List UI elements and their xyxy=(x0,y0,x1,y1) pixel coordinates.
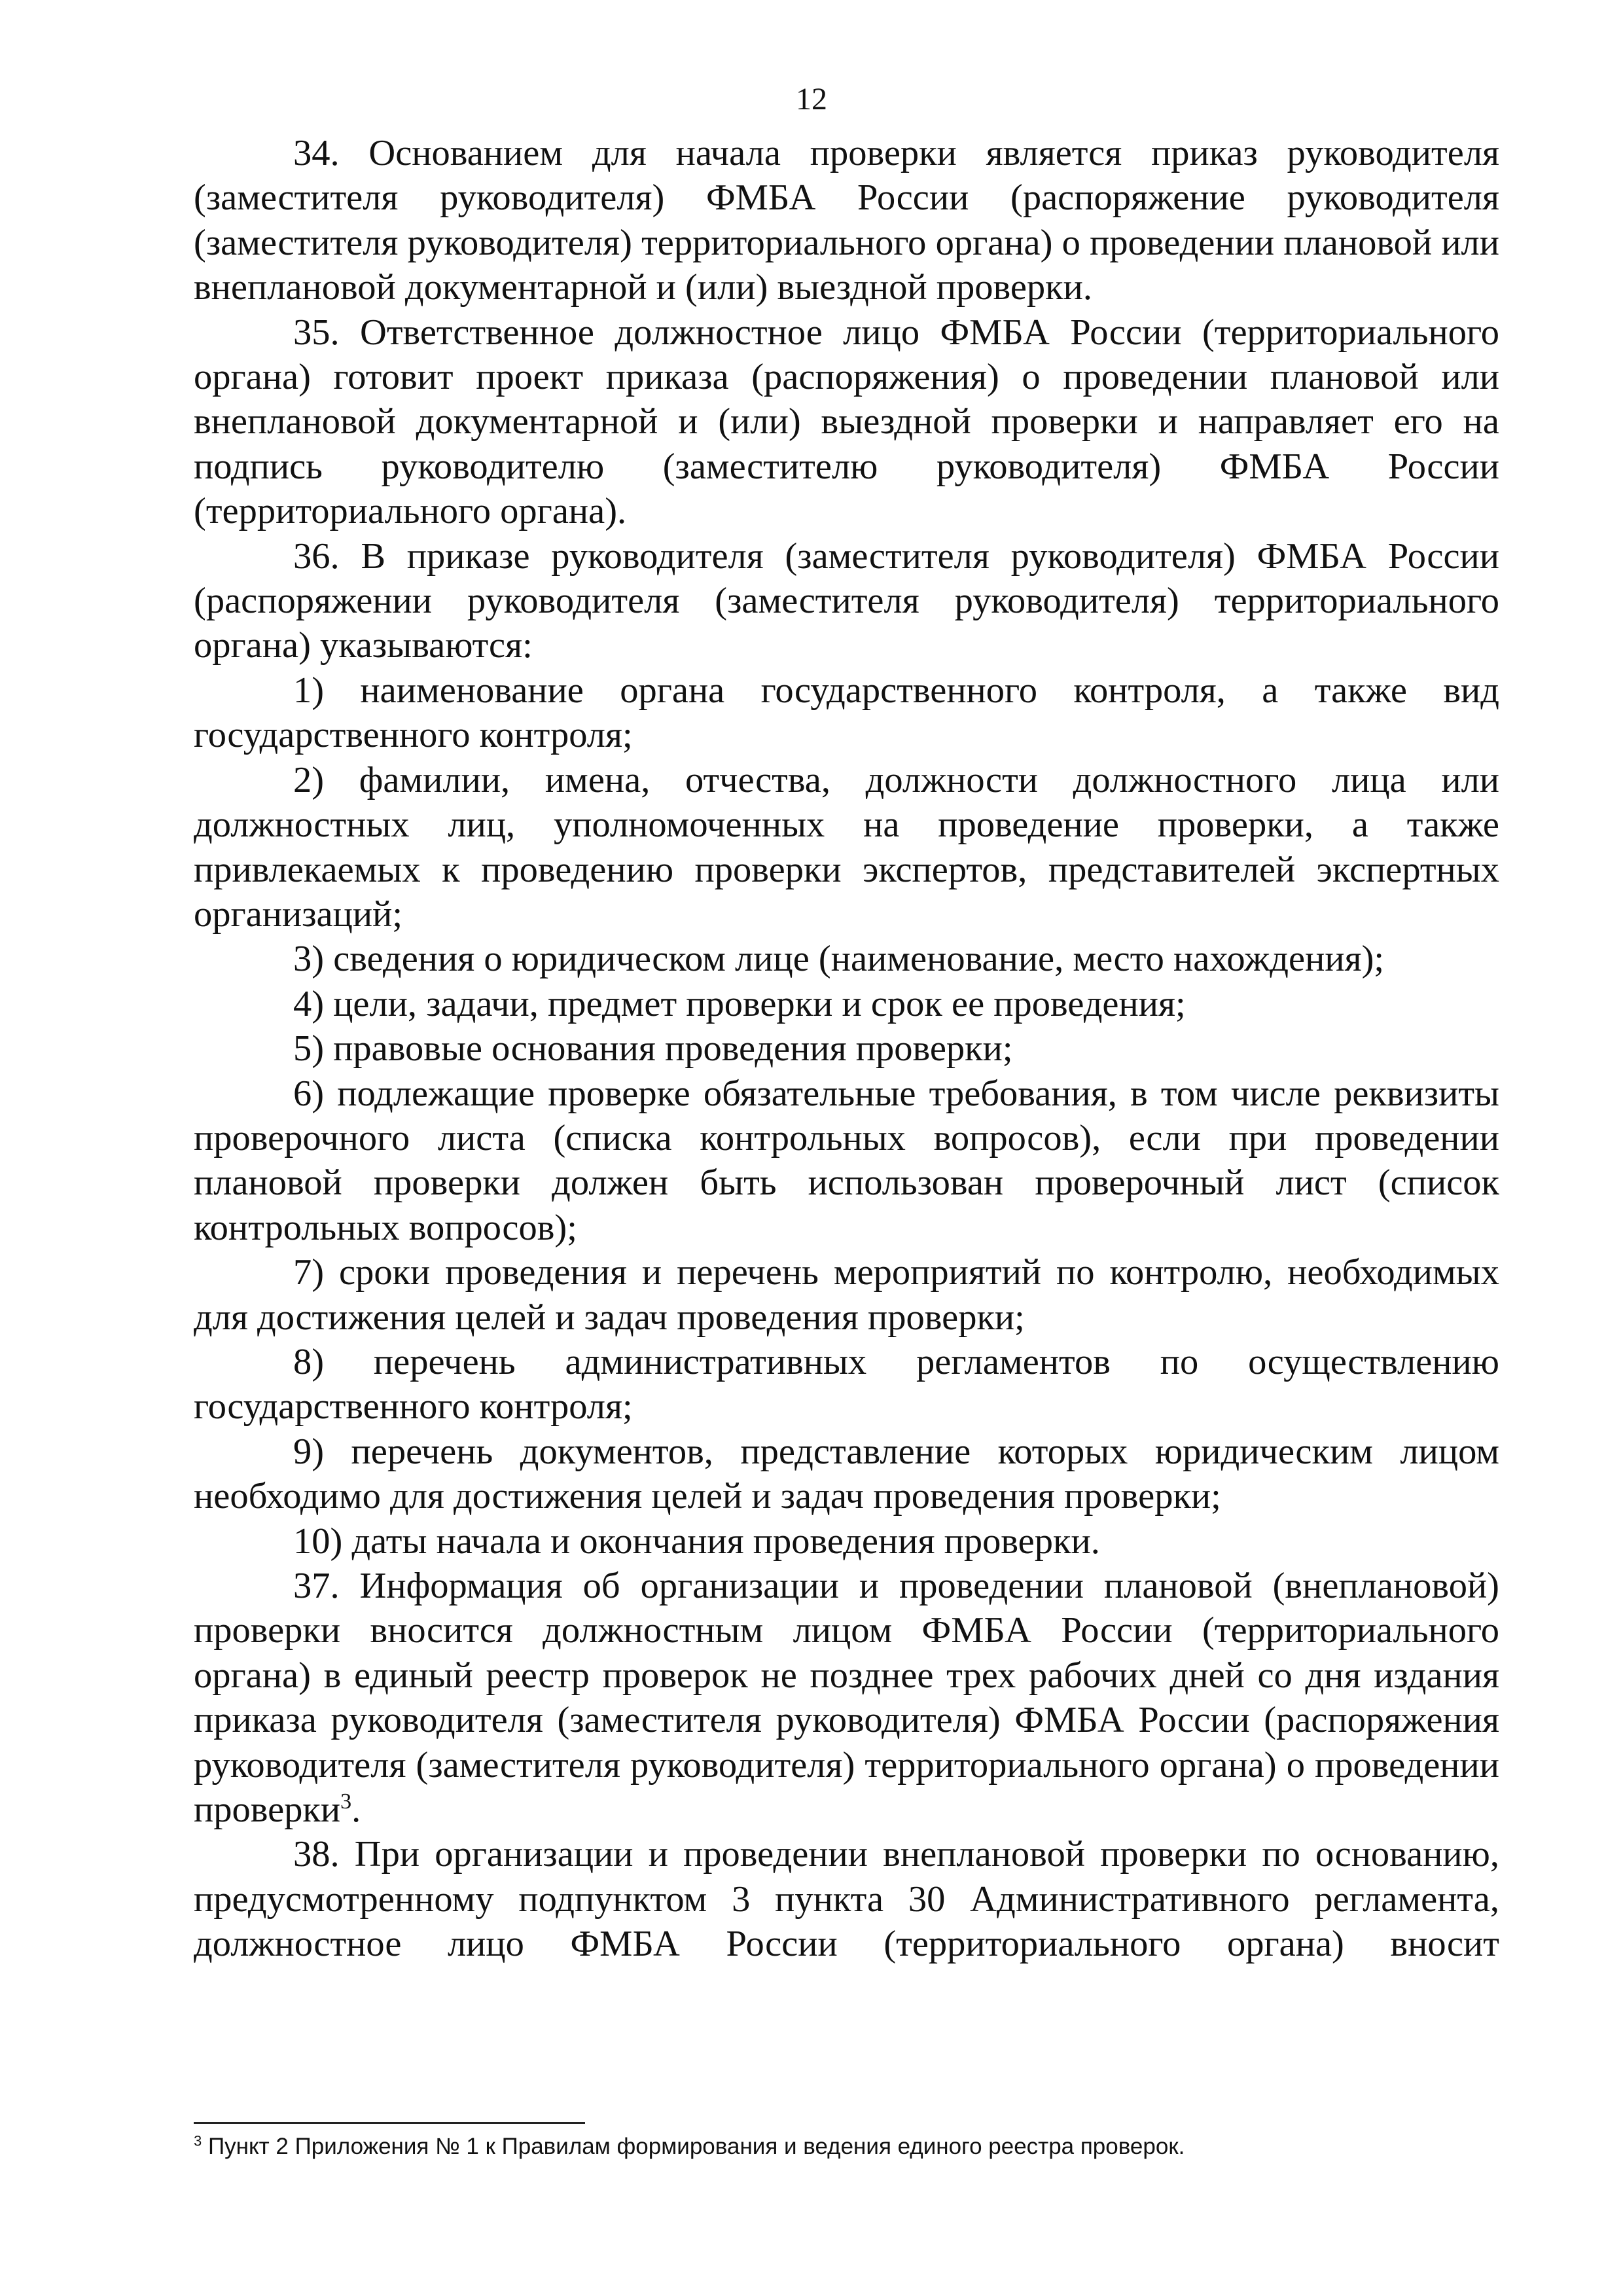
list-item-8: 8) перечень административных регламентов по осуществлению государственного контроля; xyxy=(194,1341,1499,1427)
list-item-6: 6) подлежащие проверке обязательные требования, в том числе реквизиты проверочного листа (списка контрольных вопросов), если при проведении плановой проверки должен быть использован проверочный лист (список контрольных вопросов); xyxy=(194,1073,1499,1248)
footnote-separator xyxy=(194,2122,585,2124)
footnote-mark: 3 xyxy=(194,2132,202,2149)
list-item-9: 9) перечень документов, представление которых юридическим лицом необходимо для достижения целей и задач проведения проверки; xyxy=(194,1431,1499,1517)
list-item-1: 1) наименование органа государственного контроля, а также вид государственного контроля; xyxy=(194,670,1499,756)
footnote-reference: 3 xyxy=(340,1789,352,1814)
paragraph-38: 38. При организации и проведении внеплановой проверки по основанию, предусмотренному подпунктом 3 пункта 30 Административного регламента, должностное лицо ФМБА России (территориального органа) вносит xyxy=(194,1834,1499,1965)
list-item-4: 4) цели, задачи, предмет проверки и срок ее проведения; xyxy=(293,983,1186,1024)
list-item-5: 5) правовые основания проведения проверки; xyxy=(293,1028,1013,1069)
list-item-2: 2) фамилии, имена, отчества, должности должностного лица или должностных лиц, уполномоченных на проведение проверки, а также привлекаемых к проведению проверки экспертов, представителей экспертных организаций; xyxy=(194,759,1499,935)
document-body xyxy=(194,131,1499,1967)
paragraph-36: 36. В приказе руководителя (заместителя руководителя) ФМБА России (распоряжении руководителя (заместителя руководителя) территориального органа) указываются: xyxy=(194,535,1499,666)
list-item-3: 3) сведения о юридическом лице (наименование, место нахождения); xyxy=(293,939,1385,980)
paragraph-37-period: . xyxy=(351,1789,361,1831)
paragraph-34: 34. Основанием для начала проверки является приказ руководителя (заместителя руководителя) ФМБА России (распоряжение руководителя (заместителя руководителя) территориального органа) о проведении плановой или внеплановой документарной и (или) выездной проверки. xyxy=(194,133,1499,308)
footnote-text: Пункт 2 Приложения № 1 к Правилам формирования и ведения единого реестра проверок. xyxy=(202,2134,1185,2159)
list-item-7: 7) сроки проведения и перечень мероприятий по контролю, необходимых для достижения целей и задач проведения проверки; xyxy=(194,1252,1499,1338)
paragraph-37 xyxy=(194,1564,1499,1832)
list-item-10: 10) даты начала и окончания проведения проверки. xyxy=(293,1520,1100,1562)
paragraph-37-text: 37. Информация об организации и проведении плановой (внеплановой) проверки вносится должностным лицом ФМБА России (территориального органа) в единый реестр проверок не позднее трех рабочих дней со дня издания приказа руководителя (заместителя руководителя) ФМБА России (распоряжения руководителя (заместителя руководителя) территориального органа) о проведении проверки xyxy=(194,1566,1499,1831)
page-number: 12 xyxy=(796,82,827,117)
paragraph-35: 35. Ответственное должностное лицо ФМБА России (территориального органа) готовит проект приказа (распоряжения) о проведении плановой или внеплановой документарной и (или) выездной проверки и направляет его на подпись руководителю (заместителю руководителя) ФМБА России xyxy=(194,312,1499,487)
paragraph-35-end: (территориального органа). xyxy=(194,491,627,532)
footnote xyxy=(194,2132,1499,2161)
